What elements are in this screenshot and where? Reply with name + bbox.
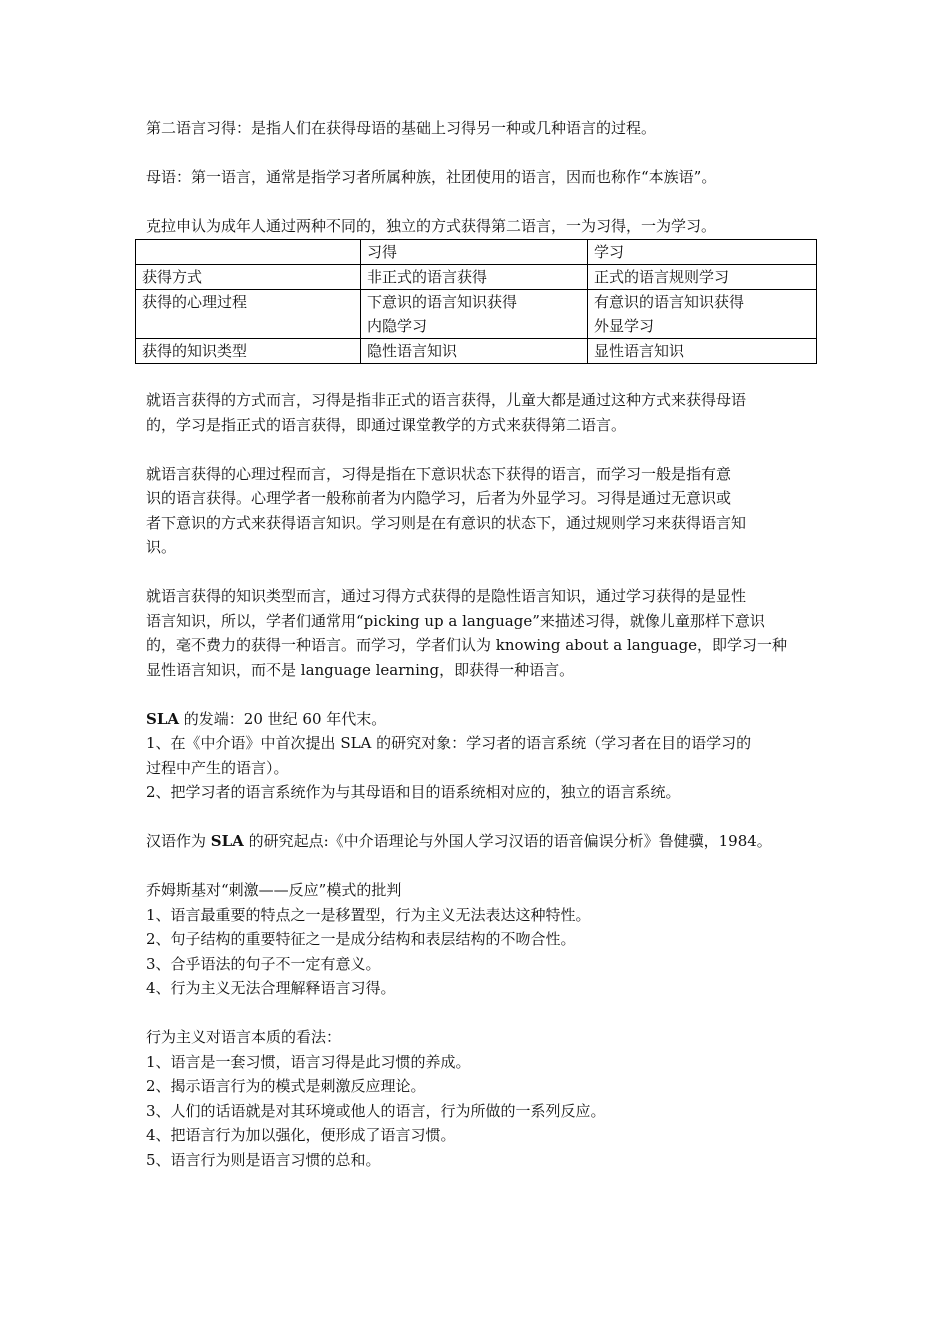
table-cell-learning [588, 264, 817, 289]
table-cell-acquisition [361, 289, 588, 338]
krashen-intro: 克拉申认为成年人通过两种不同的，独立的方式获得第二语言，一为习得，一为学习。 [146, 217, 717, 235]
text-line: 者下意识的方式来获得语言知识。学习则是在有意识的状态下，通过规则学习来获得语言知 [146, 513, 747, 532]
cell-line: 内隐学习 [367, 316, 428, 335]
table-cell-acquisition [361, 264, 588, 289]
cell-line: 隐性语言知识 [367, 341, 458, 360]
sla-origin-text: 的发端：20 世纪 60 年代末。 [179, 709, 387, 728]
chinese-sla-start [146, 829, 816, 854]
list-item: 4、把语言行为加以强化，便形成了语言习惯。 [146, 1126, 456, 1144]
table-header-cell [136, 239, 361, 264]
list-item: 3、合乎语法的句子不一定有意义。 [146, 954, 381, 973]
cell-line: 非正式的语言获得 [367, 267, 488, 286]
chomsky-title: 乔姆斯基对“刺激——反应”模式的批判 [146, 881, 402, 899]
text-line: 就语言获得的知识类型而言，通过习得方式获得的是隐性语言知识，通过学习获得的是显性 [146, 587, 747, 605]
list-item: 4、行为主义无法合理解释语言习得。 [146, 979, 396, 997]
sla-bold: SLA [210, 832, 244, 850]
text-line: 识的语言获得。心理学者一般称前者为内隐学习，后者为外显学习。习得是通过无意识或 [146, 489, 732, 507]
paragraph-psychology [146, 462, 816, 560]
paragraph-knowledge [146, 584, 816, 682]
text-span: 汉语作为 [146, 832, 211, 850]
list-item: 1、语言最重要的特点之一是移置型，行为主义无法表达这种特性。 [146, 905, 591, 924]
list-item: 1、语言是一套习惯，语言习得是此习惯的养成。 [146, 1052, 471, 1071]
table-cell-acquisition [361, 338, 588, 363]
sla-item-1 [146, 731, 816, 780]
paragraph-method [146, 388, 816, 437]
cell-line: 显性语言知识 [594, 341, 685, 360]
list-item: 2、揭示语言行为的模式是刺激反应理论。 [146, 1077, 426, 1095]
cell-line: 正式的语言规则学习 [594, 267, 730, 286]
table-header-row [136, 239, 817, 264]
table-row [136, 289, 817, 338]
table-row-label: 获得的知识类型 [136, 338, 361, 363]
definition-sla: 第二语言习得：是指人们在获得母语的基础上习得另一种或几种语言的过程。 [146, 119, 657, 137]
text-line: 的，毫不费力的获得一种语言。而学习，学者们认为 knowing about a language，即学习一种 [146, 636, 788, 654]
text-span: 的研究起点:《中介语理论与外国人学习汉语的语音偏误分析》鲁健骥，1984。 [243, 832, 772, 850]
text-line: 就语言获得的方式而言，习得是指非正式的语言获得，儿童大都是通过这种方式来获得母语 [146, 391, 747, 409]
document-content [142, 116, 816, 1172]
text-line: 识。 [146, 538, 177, 556]
cell-line: 下意识的语言知识获得 [367, 292, 518, 311]
table-row [136, 264, 817, 289]
table-row [136, 338, 817, 363]
text-line: 的，学习是指正式的语言获得，即通过课堂教学的方式来获得第二语言。 [146, 415, 627, 434]
definition-mother-tongue: 母语：第一语言，通常是指学习者所属种族，社团使用的语言，因而也称作“本族语”。 [146, 168, 717, 186]
acquisition-learning-table [135, 239, 817, 364]
table-cell-learning [588, 289, 817, 338]
text-line: 显性语言知识，而不是 language learning，即获得一种语言。 [146, 660, 575, 679]
table-row-label: 获得方式 [136, 264, 361, 289]
text-line: 1、在《中介语》中首次提出 SLA 的研究对象：学习者的语言系统（学习者在目的语学习的 [146, 734, 752, 752]
table-cell-learning [588, 338, 817, 363]
text-line: 语言知识，所以，学者们通常用“picking up a language”来描述习得，就像儿童那样下意识 [146, 611, 765, 630]
sla-item-2: 2、把学习者的语言系统作为与其母语和目的语系统相对应的，独立的语言系统。 [146, 783, 681, 801]
list-item: 5、语言行为则是语言习惯的总和。 [146, 1150, 381, 1169]
sla-origin [146, 707, 816, 732]
list-item: 3、人们的话语就是对其环境或他人的语言，行为所做的一系列反应。 [146, 1101, 606, 1120]
table-header-cell: 学习 [588, 239, 817, 264]
cell-line: 有意识的语言知识获得 [594, 292, 745, 311]
list-item: 2、句子结构的重要特征之一是成分结构和表层结构的不吻合性。 [146, 930, 576, 948]
table-row-label: 获得的心理过程 [136, 289, 361, 338]
text-line: 过程中产生的语言）。 [146, 758, 289, 777]
behaviorism-title: 行为主义对语言本质的看法： [146, 1028, 342, 1046]
table-header-cell: 习得 [361, 239, 588, 264]
cell-line: 外显学习 [594, 316, 655, 335]
text-line: 就语言获得的心理过程而言，习得是指在下意识状态下获得的语言，而学习一般是指有意 [146, 464, 732, 483]
sla-bold: SLA [146, 709, 180, 728]
